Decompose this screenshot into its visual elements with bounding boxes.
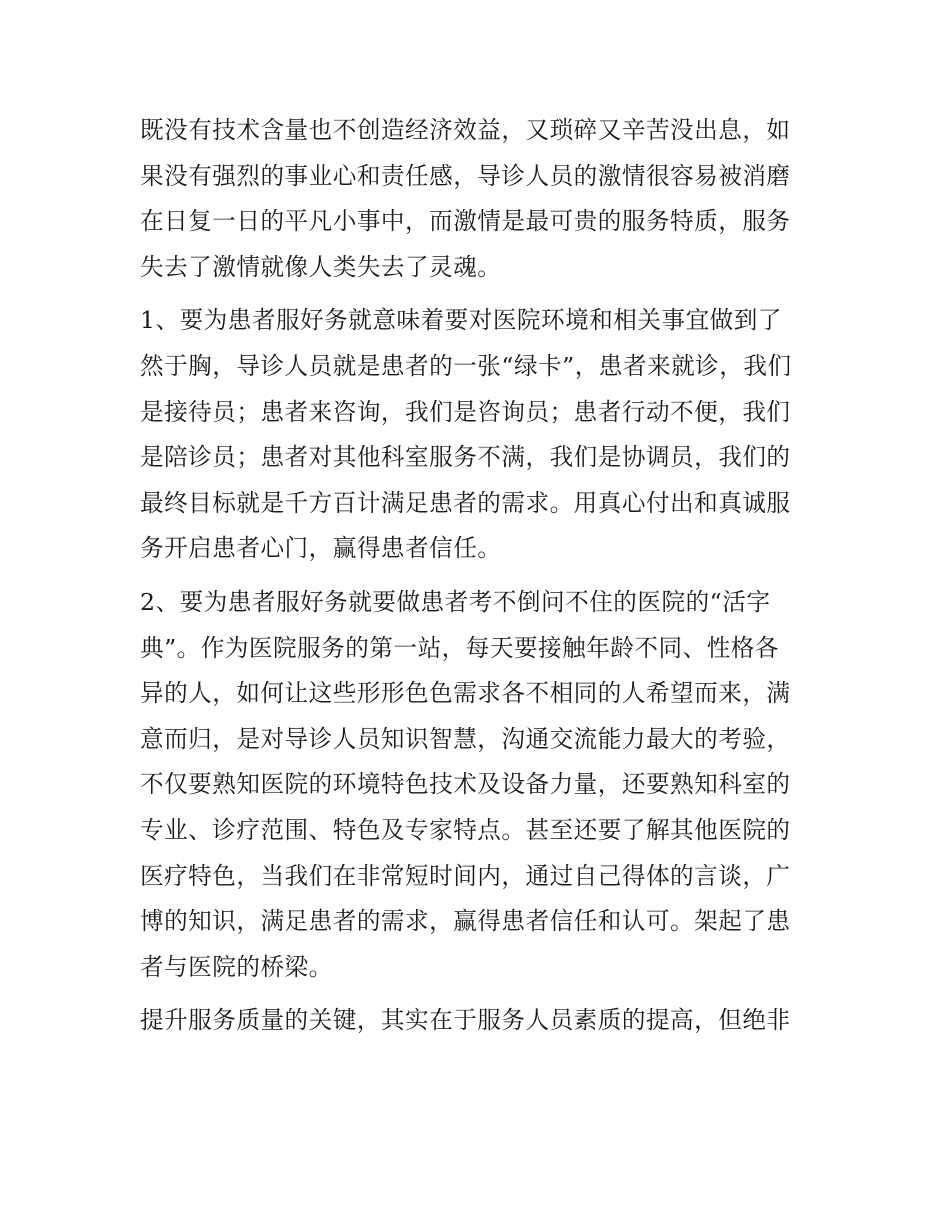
text-line: 是接待员；患者来咨询，我们是咨询员；患者行动不便，我们: [140, 397, 791, 426]
text-line: 典”。作为医院服务的第一站，每天要接触年龄不同、性格各: [140, 633, 779, 662]
text-line: 然于胸，导诊人员就是患者的一张“绿卡”，患者来就诊，我们: [140, 351, 792, 380]
text-line: 既没有技术含量也不创造经济效益，又琐碎又辛苦没出息，如: [140, 116, 791, 144]
text-line: 果没有强烈的事业心和责任感，导诊人员的激情很容易被消磨: [140, 161, 791, 190]
text-line: 1、要为患者服好务就意味着要对医院环境和相关事宜做到了: [140, 306, 782, 335]
document-body: [140, 108, 812, 1044]
text-line: 意而归，是对导诊人员知识智慧，沟通交流能力最大的考验，: [140, 724, 791, 753]
text-line: 者与医院的桥梁。: [140, 952, 333, 981]
paragraph-point-2: [140, 580, 812, 990]
text-line: 2、要为患者服好务就要做患者考不倒问不住的医院的“活字: [140, 587, 771, 616]
text-line: 提升服务质量的关键，其实在于服务人员素质的提高，但绝非: [140, 1006, 791, 1035]
paragraph-gap: [140, 572, 812, 580]
text-line: 最终目标就是千方百计满足患者的需求。用真心付出和真诚服: [140, 488, 791, 517]
paragraph-conclusion: [140, 998, 812, 1044]
text-line: 博的知识，满足患者的需求，赢得患者信任和认可。架起了患: [140, 907, 791, 936]
paragraph-intro: [140, 108, 812, 290]
text-line: 医疗特色，当我们在非常短时间内，通过自己得体的言谈，广: [140, 861, 791, 890]
paragraph-gap: [140, 290, 812, 298]
text-line: 是陪诊员；患者对其他科室服务不满，我们是协调员，我们的: [140, 443, 791, 472]
paragraph-point-1: [140, 298, 812, 572]
paragraph-gap: [140, 990, 812, 998]
text-line: 专业、诊疗范围、特色及专家特点。甚至还要了解其他医院的: [140, 815, 791, 844]
text-line: 失去了激情就像人类失去了灵魂。: [140, 252, 502, 281]
text-line: 在日复一日的平凡小事中，而激情是最可贵的服务特质，服务: [140, 207, 791, 236]
text-line: 不仅要熟知医院的环境特色技术及设备力量，还要熟知科室的: [140, 770, 791, 799]
text-line: 务开启患者心门，赢得患者信任。: [140, 534, 502, 563]
text-line: 异的人，如何让这些形形色色需求各不相同的人希望而来，满: [140, 679, 791, 708]
